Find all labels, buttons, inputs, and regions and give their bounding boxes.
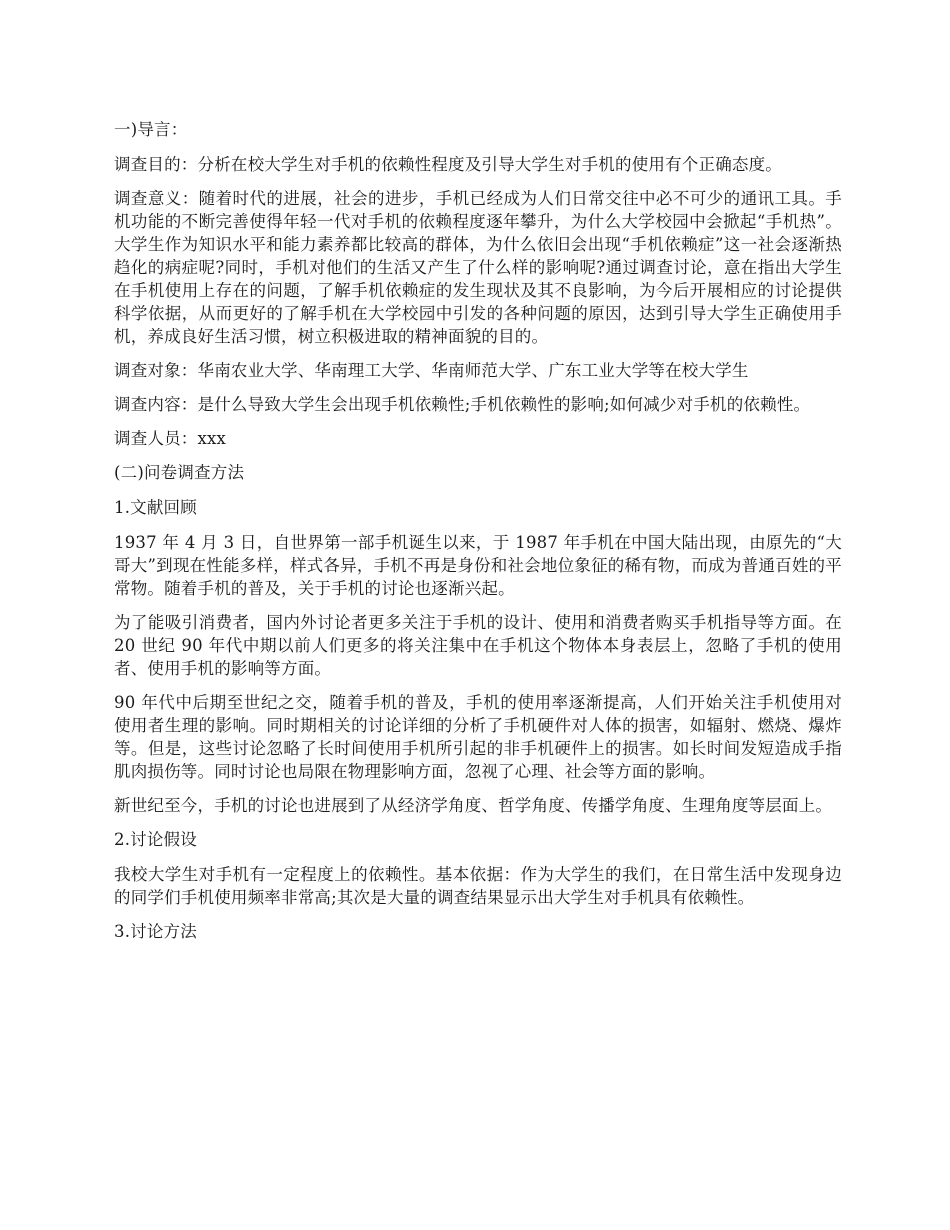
survey-subjects-paragraph: 调查对象：华南农业大学、华南理工大学、华南师范大学、广东工业大学等在校大学生 — [114, 361, 749, 380]
section-heading-introduction: 一)导言： — [114, 120, 188, 139]
subheading-research-method: 3.讨论方法 — [114, 922, 197, 941]
subheading-research-hypothesis: 2.讨论假设 — [114, 830, 197, 849]
document-page — [114, 118, 842, 955]
literature-paragraph-design-focus: 为了能吸引消费者，国内外讨论者更多关注于手机的设计、使用和消费者购买手机指导等方面。在 20 世纪 90 年代中期以前人们更多的将关注集中在手机这个物体本身表层上，忽略了手机的使用者、使用手机的影响等方面。 — [114, 613, 842, 678]
subheading-literature-review: 1.文献回顾 — [114, 498, 197, 517]
literature-paragraph-physiology: 90 年代中后期至世纪之交，随着手机的普及，手机的使用率逐渐提高，人们开始关注手机使用对使用者生理的影响。同时期相关的讨论详细的分析了手机硬件对人体的损害，如辐射、燃烧、爆炸等。但是，这些讨论忽略了长时间使用手机所引起的非手机硬件上的损害。如长时间发短造成手指肌肉损伤等。同时讨论也局限在物理影响方面，忽视了心理、社会等方面的影响。 — [114, 693, 842, 781]
survey-staff-paragraph: 调查人员：xxx — [114, 429, 227, 448]
survey-purpose-paragraph: 调查目的：分析在校大学生对手机的依赖性程度及引导大学生对手机的使用有个正确态度。 — [114, 155, 782, 174]
survey-significance-paragraph: 调查意义：随着时代的进展，社会的进步，手机已经成为人们日常交往中必不可少的通讯工具。手机功能的不断完善使得年轻一代对手机的依赖程度逐年攀升，为什么大学校园中会掀起“手机热”。大学生作为知识水平和能力素养都比较高的群体，为什么依旧会出现“手机依赖症”这一社会逐渐热趋化的病症呢?同时，手机对他们的生活又产生了什么样的影响呢?通过调查讨论，意在指出大学生在手机使用上存在的问题，了解手机依赖症的发生现状及其不良影响，为今后开展相应的讨论提供科学依据，从而更好的了解手机在大学校园中引发的各种问题的原因，达到引导大学生正确使用手机，养成良好生活习惯，树立积极进取的精神面貌的目的。 — [114, 189, 842, 346]
literature-paragraph-new-century: 新世纪至今，手机的讨论也进展到了从经济学角度、哲学角度、传播学角度、生理角度等层面上。 — [114, 796, 833, 815]
survey-content-paragraph: 调查内容：是什么导致大学生会出现手机依赖性;手机依赖性的影响;如何减少对手机的依赖性。 — [114, 395, 811, 414]
literature-paragraph-history: 1937 年 4 月 3 日，自世界第一部手机诞生以来，于 1987 年手机在中国大陆出现，由原先的“大哥大”到现在性能多样，样式各异，手机不再是身份和社会地位象征的稀有物，而成为普通百姓的平常物。随着手机的普及，关于手机的讨论也逐渐兴起。 — [114, 533, 842, 598]
hypothesis-paragraph: 我校大学生对手机有一定程度上的依赖性。基本依据：作为大学生的我们，在日常生活中发现身边的同学们手机使用频率非常高;其次是大量的调查结果显示出大学生对手机具有依赖性。 — [114, 865, 842, 907]
section-heading-questionnaire-method: (二)问卷调查方法 — [114, 463, 245, 482]
